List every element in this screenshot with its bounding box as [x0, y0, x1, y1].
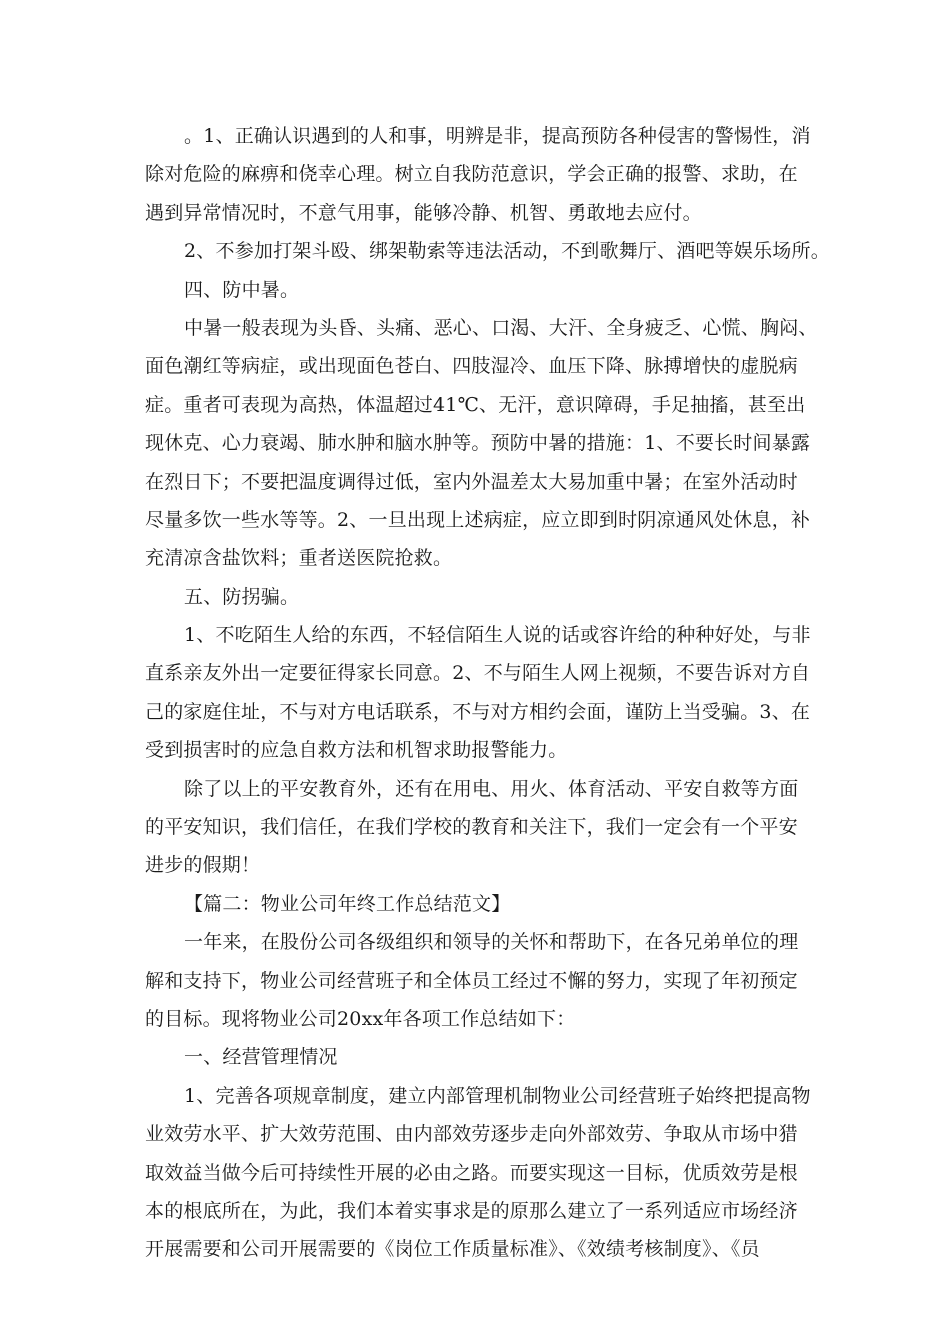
- text-line: 在烈日下；不要把温度调得过低，室内外温差太大易加重中暑；在室外活动时: [145, 470, 798, 493]
- text-line: 业效劳水平、扩大效劳范围、由内部效劳逐步走向外部效劳、争取从市场中猎: [145, 1123, 798, 1146]
- text-line: 本的根底所在，为此，我们本着实事求是的原那么建立了一系列适应市场经济: [145, 1199, 798, 1222]
- text-line: 2、不参加打架斗殴、绑架勒索等违法活动，不到歌舞厅、酒吧等娱乐场所。: [184, 240, 830, 263]
- text-line: 遇到异常情况时，不意气用事，能够冷静、机智、勇敢地去应付。: [145, 201, 702, 224]
- text-line: 现休克、心力衰竭、肺水肿和脑水肿等。预防中暑的措施：1、不要长时间暴露: [145, 432, 811, 455]
- text-line: 一年来，在股份公司各级组织和领导的关怀和帮助下，在各兄弟单位的理: [184, 931, 799, 954]
- text-line: 。1、正确认识遇到的人和事，明辨是非，提高预防各种侵害的警惕性，消: [184, 125, 811, 147]
- text-line: 取效益当做今后可持续性开展的必由之路。而要实现这一目标，优质效劳是根: [145, 1161, 798, 1184]
- text-line: 除了以上的平安教育外，还有在用电、用火、体育活动、平安自救等方面: [184, 777, 799, 800]
- text-line: 受到损害时的应急自救方法和机智求助报警能力。: [145, 739, 568, 762]
- text-line: 1、完善各项规章制度，建立内部管理机制物业公司经营班子始终把提高物: [184, 1084, 811, 1107]
- text-line: 尽量多饮一些水等等。2、一旦出现上述病症，应立即到时阴凉通风处休息，补: [145, 508, 811, 531]
- text-line: 四、防中暑。: [184, 278, 300, 301]
- text-line: 进步的假期！: [145, 854, 261, 877]
- text-line: 开展需要和公司开展需要的《岗位工作质量标准》、《效绩考核制度》、《员: [145, 1238, 760, 1261]
- document-body: [145, 117, 830, 1269]
- text-line: 除对危险的麻痹和侥幸心理。树立自我防范意识，学会正确的报警、求助，在: [145, 163, 798, 186]
- text-line: 一、经营管理情况: [184, 1046, 338, 1069]
- text-line: 充清凉含盐饮料；重者送医院抢救。: [145, 547, 453, 570]
- text-line: 己的家庭住址，不与对方电话联系，不与对方相约会面，谨防上当受骗。3、在: [145, 700, 811, 723]
- text-line: 症。重者可表现为高热，体温超过41℃、无汗，意识障碍，手足抽搐，甚至出: [145, 393, 806, 416]
- text-line: 【篇二：物业公司年终工作总结范文】: [184, 892, 511, 915]
- text-line: 直系亲友外出一定要征得家长同意。2、不与陌生人网上视频，不要告诉对方自: [145, 662, 811, 685]
- text-line: 面色潮红等病症，或出现面色苍白、四肢湿冷、血压下降、脉搏增快的虚脱病: [145, 355, 798, 378]
- text-line: 解和支持下，物业公司经营班子和全体员工经过不懈的努力，实现了年初预定: [145, 969, 798, 992]
- text-line: 1、不吃陌生人给的东西，不轻信陌生人说的话或容许给的种种好处，与非: [184, 624, 811, 647]
- text-line: 的平安知识，我们信任，在我们学校的教育和关注下，我们一定会有一个平安: [145, 816, 798, 839]
- text-line: 五、防拐骗。: [184, 585, 300, 608]
- text-line: 中暑一般表现为头昏、头痛、恶心、口渴、大汗、全身疲乏、心慌、胸闷、: [184, 316, 818, 339]
- text-line: 的目标。现将物业公司20xx年各项工作总结如下：: [145, 1007, 576, 1030]
